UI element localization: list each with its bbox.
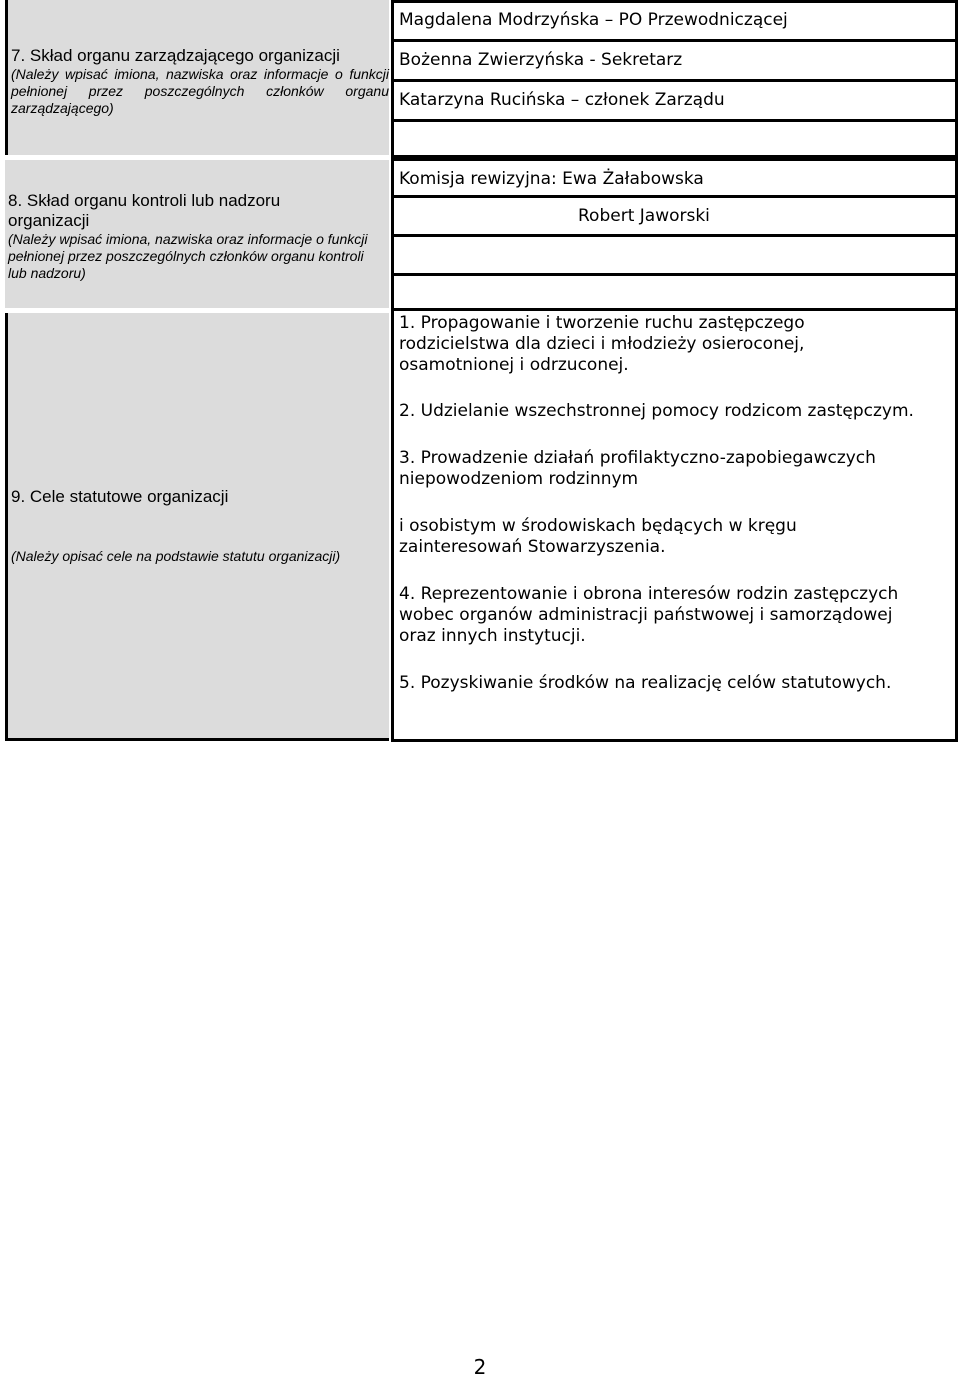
- goal-3-continued: [399, 516, 797, 558]
- goal-2: [399, 401, 914, 422]
- goal-4: [399, 584, 898, 647]
- goal-line: i osobistym w środowiskach będących w kręgu: [399, 516, 797, 536]
- section8-member: Komisja rewizyjna: Ewa Żałabowska: [399, 169, 704, 189]
- section9-title: 9. Cele statutowe organizacji: [11, 487, 229, 506]
- goal-line: rodzicielstwa dla dzieci i młodzieży osieroconej,: [399, 334, 805, 354]
- section7-member: Magdalena Modrzyńska – PO Przewodniczącej: [399, 10, 788, 30]
- section7-label-cell: [5, 0, 389, 155]
- section7-member: Katarzyna Rucińska – członek Zarządu: [399, 90, 725, 110]
- goal-3: [399, 448, 876, 490]
- section9-label-cell: [5, 313, 389, 741]
- section8-title: 8. Skład organu kontroli lub nadzoru organizacji: [8, 191, 281, 230]
- section8-row-4: [391, 273, 958, 311]
- section8-note: (Należy wpisać imiona, nazwiska oraz informacje o funkcji pełnionej przez poszczególnych członków organu kontroli lub nadzoru): [8, 231, 368, 281]
- goal-line: osamotnionej i odrzuconej.: [399, 355, 629, 375]
- section8-label-cell: [5, 160, 389, 308]
- section8-member: Robert Jaworski: [578, 206, 710, 226]
- section7-row-4: [391, 119, 958, 158]
- goal-line: 3. Prowadzenie działań profilaktyczno-zapobiegawczych: [399, 448, 876, 468]
- goal-line: 2. Udzielanie wszechstronnej pomocy rodzicom zastępczym.: [399, 401, 914, 421]
- goal-line: wobec organów administracji państwowej i samorządowej: [399, 605, 893, 625]
- goal-1: [399, 313, 805, 376]
- section8-row-3: [391, 234, 958, 276]
- page-number: 2: [473, 1355, 487, 1379]
- section9-note: (Należy opisać cele na podstawie statutu organizacji): [11, 548, 341, 564]
- goal-line: 1. Propagowanie i tworzenie ruchu zastępczego: [399, 313, 805, 333]
- goal-line: niepowodzeniom rodzinnym: [399, 469, 639, 489]
- section7-title: 7. Skład organu zarządzającego organizacji: [11, 46, 340, 65]
- goal-line: 5. Pozyskiwanie środków na realizację celów statutowych.: [399, 673, 892, 693]
- goal-line: oraz innych instytucji.: [399, 626, 586, 646]
- goal-5: [399, 673, 891, 694]
- section7-member: Bożenna Zwierzyńska - Sekretarz: [399, 50, 683, 70]
- section7-note: (Należy wpisać imiona, nazwiska oraz informacje o funkcji pełnionej przez poszczególnych członków organu zarządzającego): [11, 66, 389, 116]
- goal-line: 4. Reprezentowanie i obrona interesów rodzin zastępczych: [399, 584, 899, 604]
- goal-line: zainteresowań Stowarzyszenia.: [399, 537, 666, 557]
